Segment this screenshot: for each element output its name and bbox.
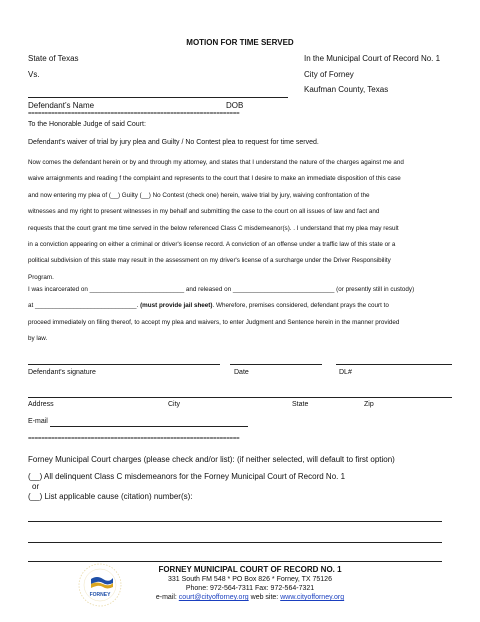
logo-text: FORNEY (89, 592, 111, 598)
waiver-text: Defendant's waiver of trial by jury plea and Guilty / No Contest plea to request for time served. (28, 139, 319, 146)
body-line: witnesses and my right to present witnesses in my behalf and submitting the case to the court on all issues of law and fact and (28, 208, 380, 216)
body-line: Program. (28, 273, 54, 281)
web-prefix: web site: (248, 594, 281, 601)
incarceration-paragraph (28, 282, 464, 348)
body-line: by law. (28, 335, 48, 343)
body-line: Now comes the defendant herein or by and through my attorney, and states that I understand the nature of the charges against me and (28, 159, 404, 166)
dob-label: DOB (226, 101, 244, 110)
defendant-name-line[interactable] (28, 97, 288, 98)
county-label: Kaufman County, Texas (304, 85, 389, 94)
dl-line[interactable] (336, 364, 452, 365)
body-line: political subdivision of this state may result in the assessment on my driver's license of a surcharge under the Driver Responsibility (28, 257, 391, 265)
footer-address: 331 South FM 548 * PO Box 826 * Forney, TX 75126 (168, 576, 332, 583)
email-label: E-mail (28, 418, 48, 425)
body-paragraph (28, 155, 464, 286)
cause-number-line[interactable] (28, 521, 442, 522)
email-link[interactable]: court@cityofforney.org (178, 594, 249, 601)
address-label: Address (28, 401, 54, 408)
date-line[interactable] (230, 364, 322, 365)
vs-label: Vs. (28, 70, 40, 79)
incarceration-dates-line[interactable]: I was incarcerated on ___________________________ and released on _____________________________ (or presently still in custody) (28, 286, 415, 293)
body-line: requests that the court grant me time served in the below referenced Class C misdemeanor(s). . I understand that my plea may result (28, 224, 399, 232)
state-field-label: State (292, 401, 309, 408)
website-link[interactable]: www.cityofforney.org (280, 594, 345, 601)
email-prefix: e-mail: (155, 594, 179, 601)
city-label: City of Forney (304, 70, 354, 79)
state-label: State of Texas (28, 54, 79, 63)
or-text: or (32, 482, 40, 491)
all-delinquent-option[interactable]: (__) All delinquent Class C misdemeanors for the Forney Municipal Court of Record No. 1 (28, 472, 346, 481)
incarceration-location-line[interactable] (28, 298, 464, 314)
signature-label: Defendant's signature (28, 369, 96, 376)
court-label: In the Municipal Court of Record No. 1 (304, 54, 441, 63)
to-judge-text: To the Honorable Judge of said Court: (28, 121, 146, 128)
jail-sheet-note: (must provide jail sheet) (140, 302, 213, 310)
separator: ================================================================ (28, 111, 240, 117)
date-label: Date (234, 369, 249, 376)
defendant-name-label: Defendant’s Name (28, 101, 95, 110)
charges-intro: Forney Municipal Court charges (please check and/or list): (if neither selected, will default to first option) (28, 455, 395, 464)
zip-label: Zip (364, 401, 374, 408)
city-field-label: City (168, 401, 181, 408)
email-line[interactable] (50, 426, 248, 427)
address-line[interactable] (28, 397, 452, 398)
page-title: MOTION FOR TIME SERVED (186, 38, 294, 47)
list-causes-option[interactable]: (__) List applicable cause (citation) number(s): (28, 492, 193, 501)
location-blank[interactable]: at _____________________________. (28, 302, 141, 310)
cause-number-line[interactable] (28, 542, 442, 543)
plea-line[interactable]: and now entering my plea of (__) Guilty (__) No Contest (check one) herein, waive trial by jury, waiving confrontation of the (28, 191, 370, 199)
footer-contact (100, 594, 400, 601)
signature-line[interactable] (28, 364, 220, 365)
dl-label: DL# (339, 369, 352, 376)
body-line: in a conviction appearing on either a criminal or driver's license record. A conviction of an offense under a traffic law of this state or a (28, 241, 396, 249)
body-line: waive arraignments and reading f the complaint and represents to the court that I desire to make an immediate disposition of this case (28, 175, 401, 183)
separator: ================================================================ (28, 436, 240, 442)
footer-phone: Phone: 972-564-7311 Fax: 972-564-7321 (185, 585, 315, 592)
footer-court-name: FORNEY MUNICIPAL COURT OF RECORD NO. 1 (158, 565, 342, 574)
body-line: proceed immediately on filing thereof, to accept my plea and waivers, to enter Judgment and Sentence herein in the manner provided (28, 318, 400, 326)
prays-text: . Wherefore, premises considered, defendant prays the court to (212, 302, 389, 310)
